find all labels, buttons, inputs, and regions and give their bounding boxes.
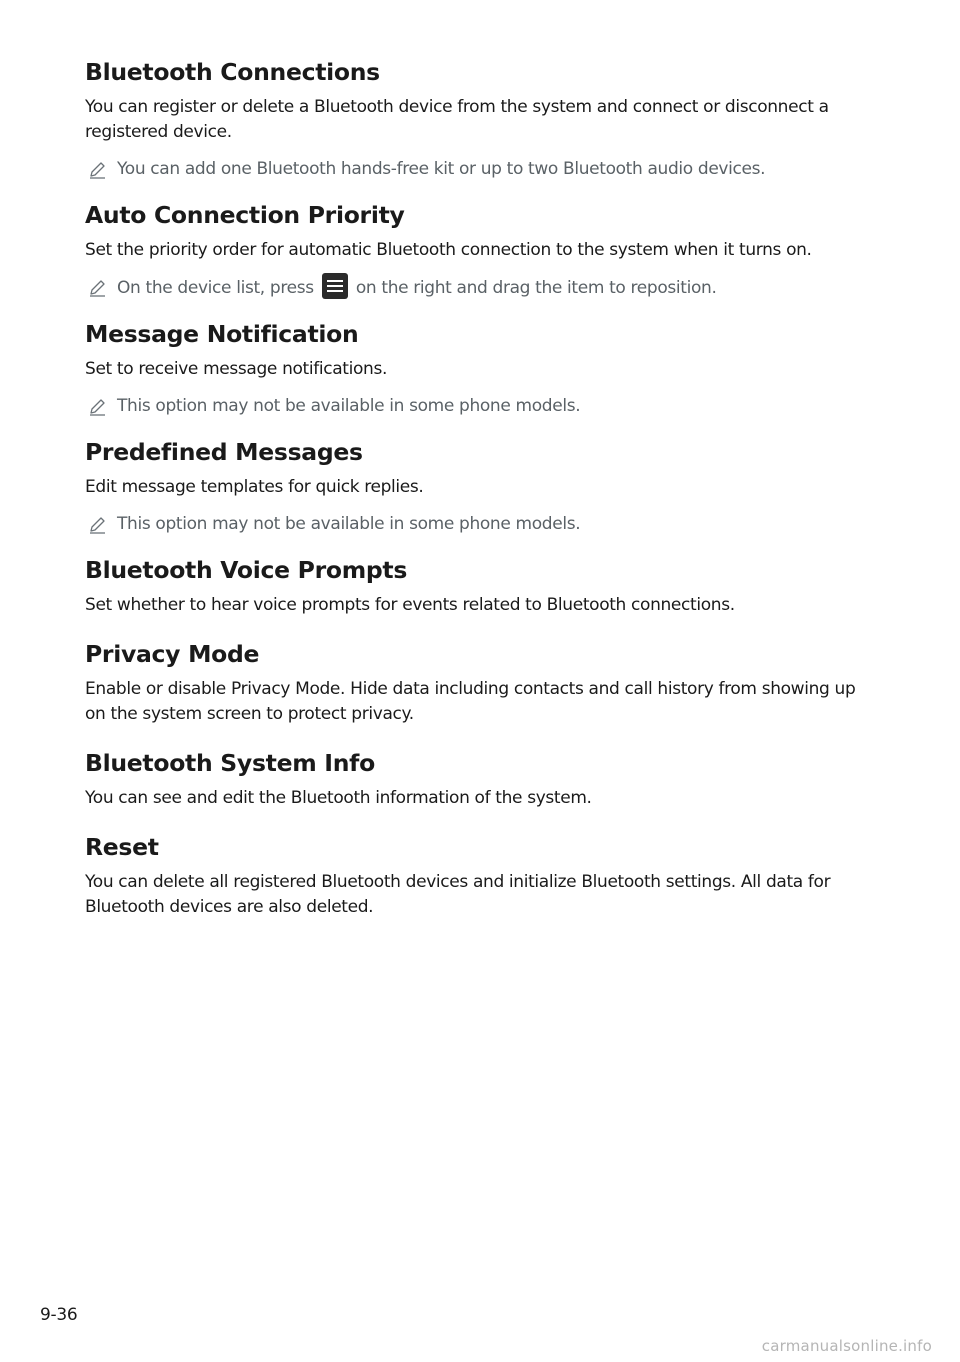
section-bluetooth-connections	[85, 58, 875, 182]
pencil-note-icon	[87, 159, 109, 181]
note	[85, 394, 875, 419]
section-title: Predefined Messages	[85, 438, 363, 466]
section-auto-connection-priority	[85, 201, 875, 301]
section-bluetooth-system-info	[85, 749, 875, 811]
note	[85, 157, 875, 182]
note-text-after: on the right and drag the item to reposition.	[355, 278, 717, 298]
section-message-notification	[85, 320, 875, 419]
section-title: Bluetooth Voice Prompts	[85, 556, 408, 584]
pencil-note-icon	[87, 277, 109, 299]
section-bluetooth-voice-prompts	[85, 556, 875, 618]
section-title: Message Notification	[85, 320, 359, 348]
note-text	[117, 275, 717, 301]
section-title: Auto Connection Priority	[85, 201, 405, 229]
note-text: You can add one Bluetooth hands-free kit or up to two Bluetooth audio devices.	[117, 159, 766, 179]
section-body: Enable or disable Privacy Mode. Hide data including contacts and call history from showing up on the system screen to protect privacy.	[85, 679, 856, 724]
page-number: 9-36	[40, 1305, 78, 1325]
pencil-note-icon	[87, 396, 109, 418]
note-text-before: On the device list, press	[117, 278, 314, 298]
note	[85, 512, 875, 537]
section-body: Set to receive message notifications.	[85, 359, 388, 379]
section-body: Edit message templates for quick replies.	[85, 477, 424, 497]
section-title: Privacy Mode	[85, 640, 260, 668]
section-title: Reset	[85, 833, 159, 861]
section-body: You can delete all registered Bluetooth devices and initialize Bluetooth settings. All data for Bluetooth devices are also deleted.	[85, 872, 831, 917]
section-reset	[85, 833, 875, 920]
section-title: Bluetooth Connections	[85, 58, 380, 86]
section-privacy-mode	[85, 640, 875, 727]
watermark: carmanualsonline.info	[761, 1337, 932, 1355]
note-text: This option may not be available in some phone models.	[117, 514, 581, 534]
section-predefined-messages	[85, 438, 875, 537]
menu-handle-icon	[322, 273, 348, 299]
pencil-note-icon	[87, 514, 109, 536]
section-body: Set whether to hear voice prompts for events related to Bluetooth connections.	[85, 595, 735, 615]
note	[85, 275, 875, 301]
note-text: This option may not be available in some phone models.	[117, 396, 581, 416]
section-title: Bluetooth System Info	[85, 749, 375, 777]
section-body: Set the priority order for automatic Bluetooth connection to the system when it turns on.	[85, 240, 812, 260]
section-body: You can register or delete a Bluetooth device from the system and connect or disconnect a registered device.	[85, 97, 829, 142]
manual-content	[85, 58, 875, 920]
section-body: You can see and edit the Bluetooth information of the system.	[85, 788, 592, 808]
